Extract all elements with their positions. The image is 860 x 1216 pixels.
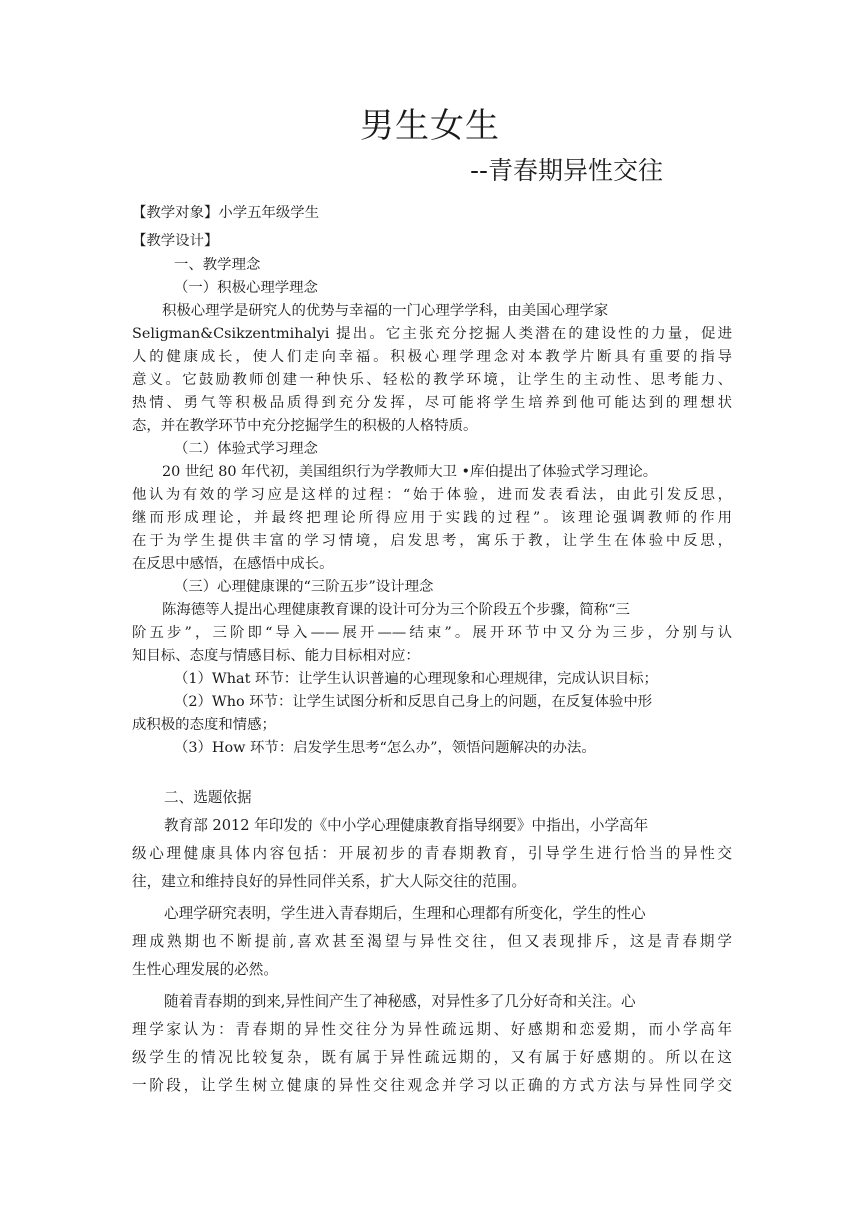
paragraph-line: 意义。它鼓励教师创建一种快乐、轻松的教学环境，让学生的主动性、思考能力、	[132, 372, 732, 388]
paragraph-line: 20 世纪 80 年代初，美国组织行为学教师大卫 •库伯提出了体验式学习理论。	[162, 464, 658, 480]
list-item: （2）Who 环节：让学生试图分析和反思自己身上的问题，在反复体验中形	[174, 694, 653, 710]
paragraph-line: 他认为有效的学习应是这样的过程：“始于体验，进而发表看法，由此引发反思，	[132, 487, 732, 503]
section-heading: 二、选题依据	[164, 789, 252, 806]
paragraph-line: 一阶段，让学生树立健康的异性交往观念并学习以正确的方式方法与异性同学交	[132, 1077, 732, 1094]
document-title: 男生女生	[360, 106, 500, 146]
paragraph-line: 心理学研究表明，学生进入青春期后，生理和心理都有所变化，学生的性心	[164, 905, 646, 922]
teaching-design-heading: 【教学设计】	[132, 233, 219, 249]
list-item-continuation: 成积极的态度和情感；	[132, 717, 276, 733]
section-heading: 一、教学理念	[174, 257, 261, 273]
paragraph-line: 阶五步”，三阶即“导入——展开——结束”。展开环节中又分为三步，分别与认	[132, 625, 732, 641]
subsection-heading: （二）体验式学习理念	[174, 441, 318, 457]
paragraph-line: Seligman&Csikzentmihalyi 提出。它主张充分挖掘人类潜在的建设性的力量，促进	[132, 326, 732, 342]
teaching-target-line: 【教学对象】小学五年级学生	[132, 205, 320, 221]
paragraph-line: 级心理健康具体内容包括：开展初步的青春期教育，引导学生进行恰当的异性交	[132, 845, 732, 862]
paragraph-line: 级学生的情况比较复杂，既有属于异性疏远期的，又有属于好感期的。所以在这	[132, 1049, 732, 1066]
paragraph-line: 往，建立和维持良好的异性同伴关系，扩大人际交往的范围。	[132, 873, 527, 890]
paragraph-line: 态，并在教学环节中充分挖掘学生的积极的人格特质。	[132, 418, 478, 434]
paragraph-line: 教育部 2012 年印发的《中小学心理健康教育指导纲要》中指出，小学高年	[164, 817, 649, 834]
subsection-heading: （三）心理健康课的“三阶五步”设计理念	[174, 579, 434, 595]
paragraph-line: 积极心理学是研究人的优势与幸福的一门心理学学科，由美国心理学家	[162, 303, 609, 319]
list-item: （3）How 环节：启发学生思考“怎么办”，领悟问题解决的办法。	[174, 740, 596, 756]
paragraph-line: 生性心理发展的必然。	[132, 961, 278, 978]
subsection-heading: （一）积极心理学理念	[174, 280, 318, 296]
paragraph-line: 在于为学生提供丰富的学习情境，启发思考，寓乐于教，让学生在体验中反思，	[132, 533, 732, 549]
paragraph-line: 在反思中感悟，在感悟中成长。	[132, 556, 334, 572]
document-subtitle: --青春期异性交往	[470, 156, 664, 185]
paragraph-line: 陈海德等人提出心理健康教育课的设计可分为三个阶段五个步骤，简称“三	[162, 602, 630, 618]
paragraph-line: 人的健康成长，使人们走向幸福。积极心理学理念对本教学片断具有重要的指导	[132, 349, 732, 365]
paragraph-line: 热情、勇气等积极品质得到充分发挥，尽可能将学生培养到他可能达到的理想状	[132, 395, 732, 411]
list-item: （1）What 环节：让学生认识普遍的心理现象和心理规律，完成认识目标；	[174, 671, 658, 687]
paragraph-line: 理学家认为：青春期的异性交往分为异性疏远期、好感期和恋爱期，而小学高年	[132, 1021, 732, 1038]
paragraph-line: 随着青春期的到来,异性间产生了神秘感，对异性多了几分好奇和关注。心	[164, 993, 636, 1010]
paragraph-line: 理成熟期也不断提前,喜欢甚至渴望与异性交往，但又表现排斥，这是青春期学	[132, 933, 732, 950]
paragraph-line: 知目标、态度与情感目标、能力目标相对应：	[132, 648, 420, 664]
paragraph-line: 继而形成理论，并最终把理论所得应用于实践的过程”。该理论强调教师的作用	[132, 510, 732, 526]
